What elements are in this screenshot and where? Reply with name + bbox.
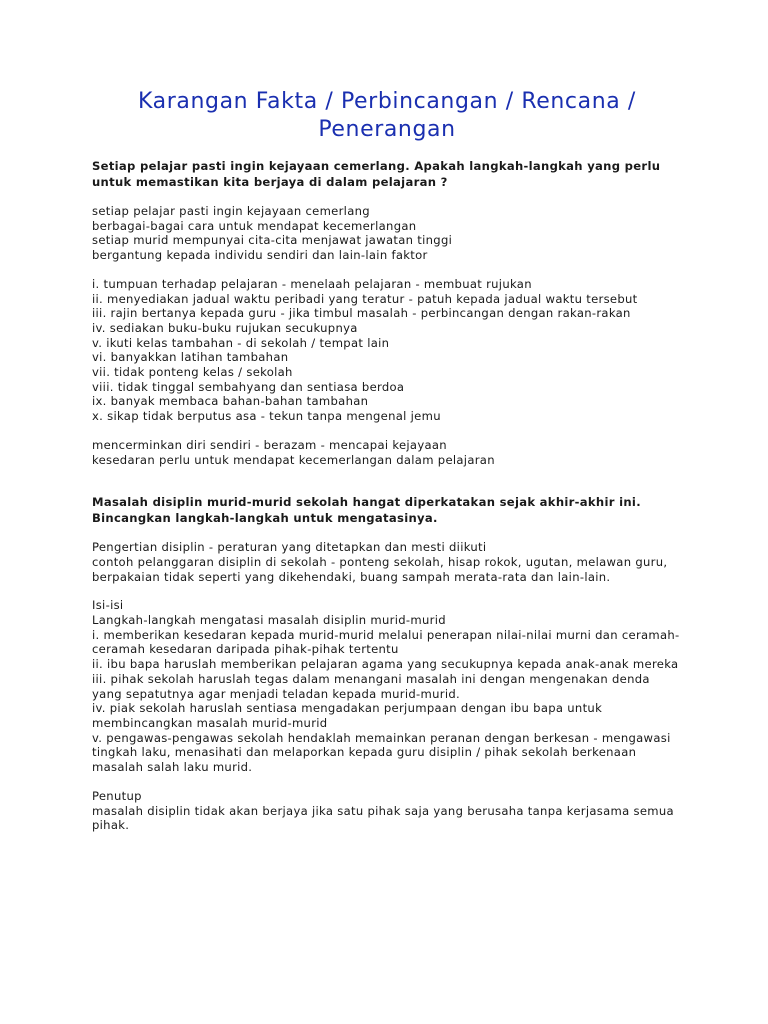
section2-body-heading: Isi-isi (92, 598, 124, 613)
section2-intro-line: contoh pelanggaran disiplin di sekolah - ponteng sekolah, hisap rokok, ugutan, melawan guru, berpakaian tidak seperti yang dikehendaki, buang sampah merata-rata dan lain-lain. (92, 554, 668, 584)
section1-intro-line: berbagai-bagai cara untuk mendapat kecemerlangan (92, 218, 417, 233)
section2-question: Masalah disiplin murid-murid sekolah hangat diperkatakan sejak akhir-akhir ini. Bincangkan langkah-langkah untuk mengatasinya. (92, 495, 641, 526)
section1-point: iii. rajin bertanya kepada guru - jika timbul masalah - perbincangan dengan rakan-rakan (92, 306, 631, 321)
section2-closing-text: masalah disiplin tidak akan berjaya jika satu pihak saja yang berusaha tanpa kerjasama semua pihak. (92, 803, 674, 833)
document-title: Karangan Fakta / Perbincangan / Rencana / Penerangan (138, 89, 636, 142)
section1-intro-line: bergantung kepada individu sendiri dan lain-lain faktor (92, 248, 428, 263)
section1-closing (92, 438, 682, 467)
section2-point: i. memberikan kesedaran kepada murid-murid melalui penerapan nilai-nilai murni dan ceramah-ceramah kesedaran daripada pihak-pihak tertentu (92, 627, 680, 657)
section1-point: viii. tidak tinggal sembahyang dan sentiasa berdoa (92, 379, 405, 394)
section1-point: vii. tidak ponteng kelas / sekolah (92, 365, 293, 380)
section1-closing-line: kesedaran perlu untuk mendapat kecemerlangan dalam pelajaran (92, 452, 495, 467)
section1-closing-line: mencerminkan diri sendiri - berazam - mencapai kejayaan (92, 437, 447, 452)
section1-point: vi. banyakkan latihan tambahan (92, 350, 289, 365)
section1-intro-line: setiap pelajar pasti ingin kejayaan cemerlang (92, 204, 370, 218)
section1-point: v. ikuti kelas tambahan - di sekolah / tempat lain (92, 335, 390, 350)
section1-point: i. tumpuan terhadap pelajaran - menelaah pelajaran - membuat rujukan (92, 276, 532, 291)
section1-point: iv. sediakan buku-buku rujukan secukupnya (92, 320, 358, 335)
section2-intro (92, 540, 682, 584)
section1-question: Setiap pelajar pasti ingin kejayaan cemerlang. Apakah langkah-langkah yang perlu untuk memastikan kita berjaya di dalam pelajaran ? (92, 159, 661, 189)
section2-point: v. pengawas-pengawas sekolah hendaklah memainkan peranan dengan berkesan - mengawasi tingkah laku, menasihati dan melaporkan kepada guru disiplin / pihak sekolah berkenaan masalah salah laku murid. (92, 730, 671, 775)
section1-point: ii. menyediakan jadual waktu peribadi yang teratur - patuh kepada jadual waktu tersebut (92, 291, 638, 306)
section2-closing (92, 789, 682, 833)
section1-intro-line: setiap murid mempunyai cita-cita menjawat jawatan tinggi (92, 233, 453, 248)
section1-points (92, 277, 682, 424)
section1-point: x. sikap tidak berputus asa - tekun tanpa mengenal jemu (92, 409, 441, 424)
document-page (92, 88, 682, 833)
section2-body-subheading: Langkah-langkah mengatasi masalah disiplin murid-murid (92, 613, 446, 628)
section1-intro (92, 204, 682, 263)
section2-point: iii. pihak sekolah haruslah tegas dalam menangani masalah ini dengan mengenakan denda yang sepatutnya agar menjadi teladan kepada murid-murid. (92, 671, 650, 701)
section2-closing-heading: Penutup (92, 788, 142, 803)
section2-point: iv. piak sekolah haruslah sentiasa mengadakan perjumpaan dengan ibu bapa untuk membincangkan masalah murid-murid (92, 701, 603, 730)
section2-body (92, 598, 682, 774)
section2-intro-line: Pengertian disiplin - peraturan yang ditetapkan dan mesti diikuti (92, 540, 487, 555)
section2-point: ii. ibu bapa haruslah memberikan pelajaran agama yang secukupnya kepada anak-anak mereka (92, 657, 679, 672)
section1-point: ix. banyak membaca bahan-bahan tambahan (92, 394, 369, 409)
